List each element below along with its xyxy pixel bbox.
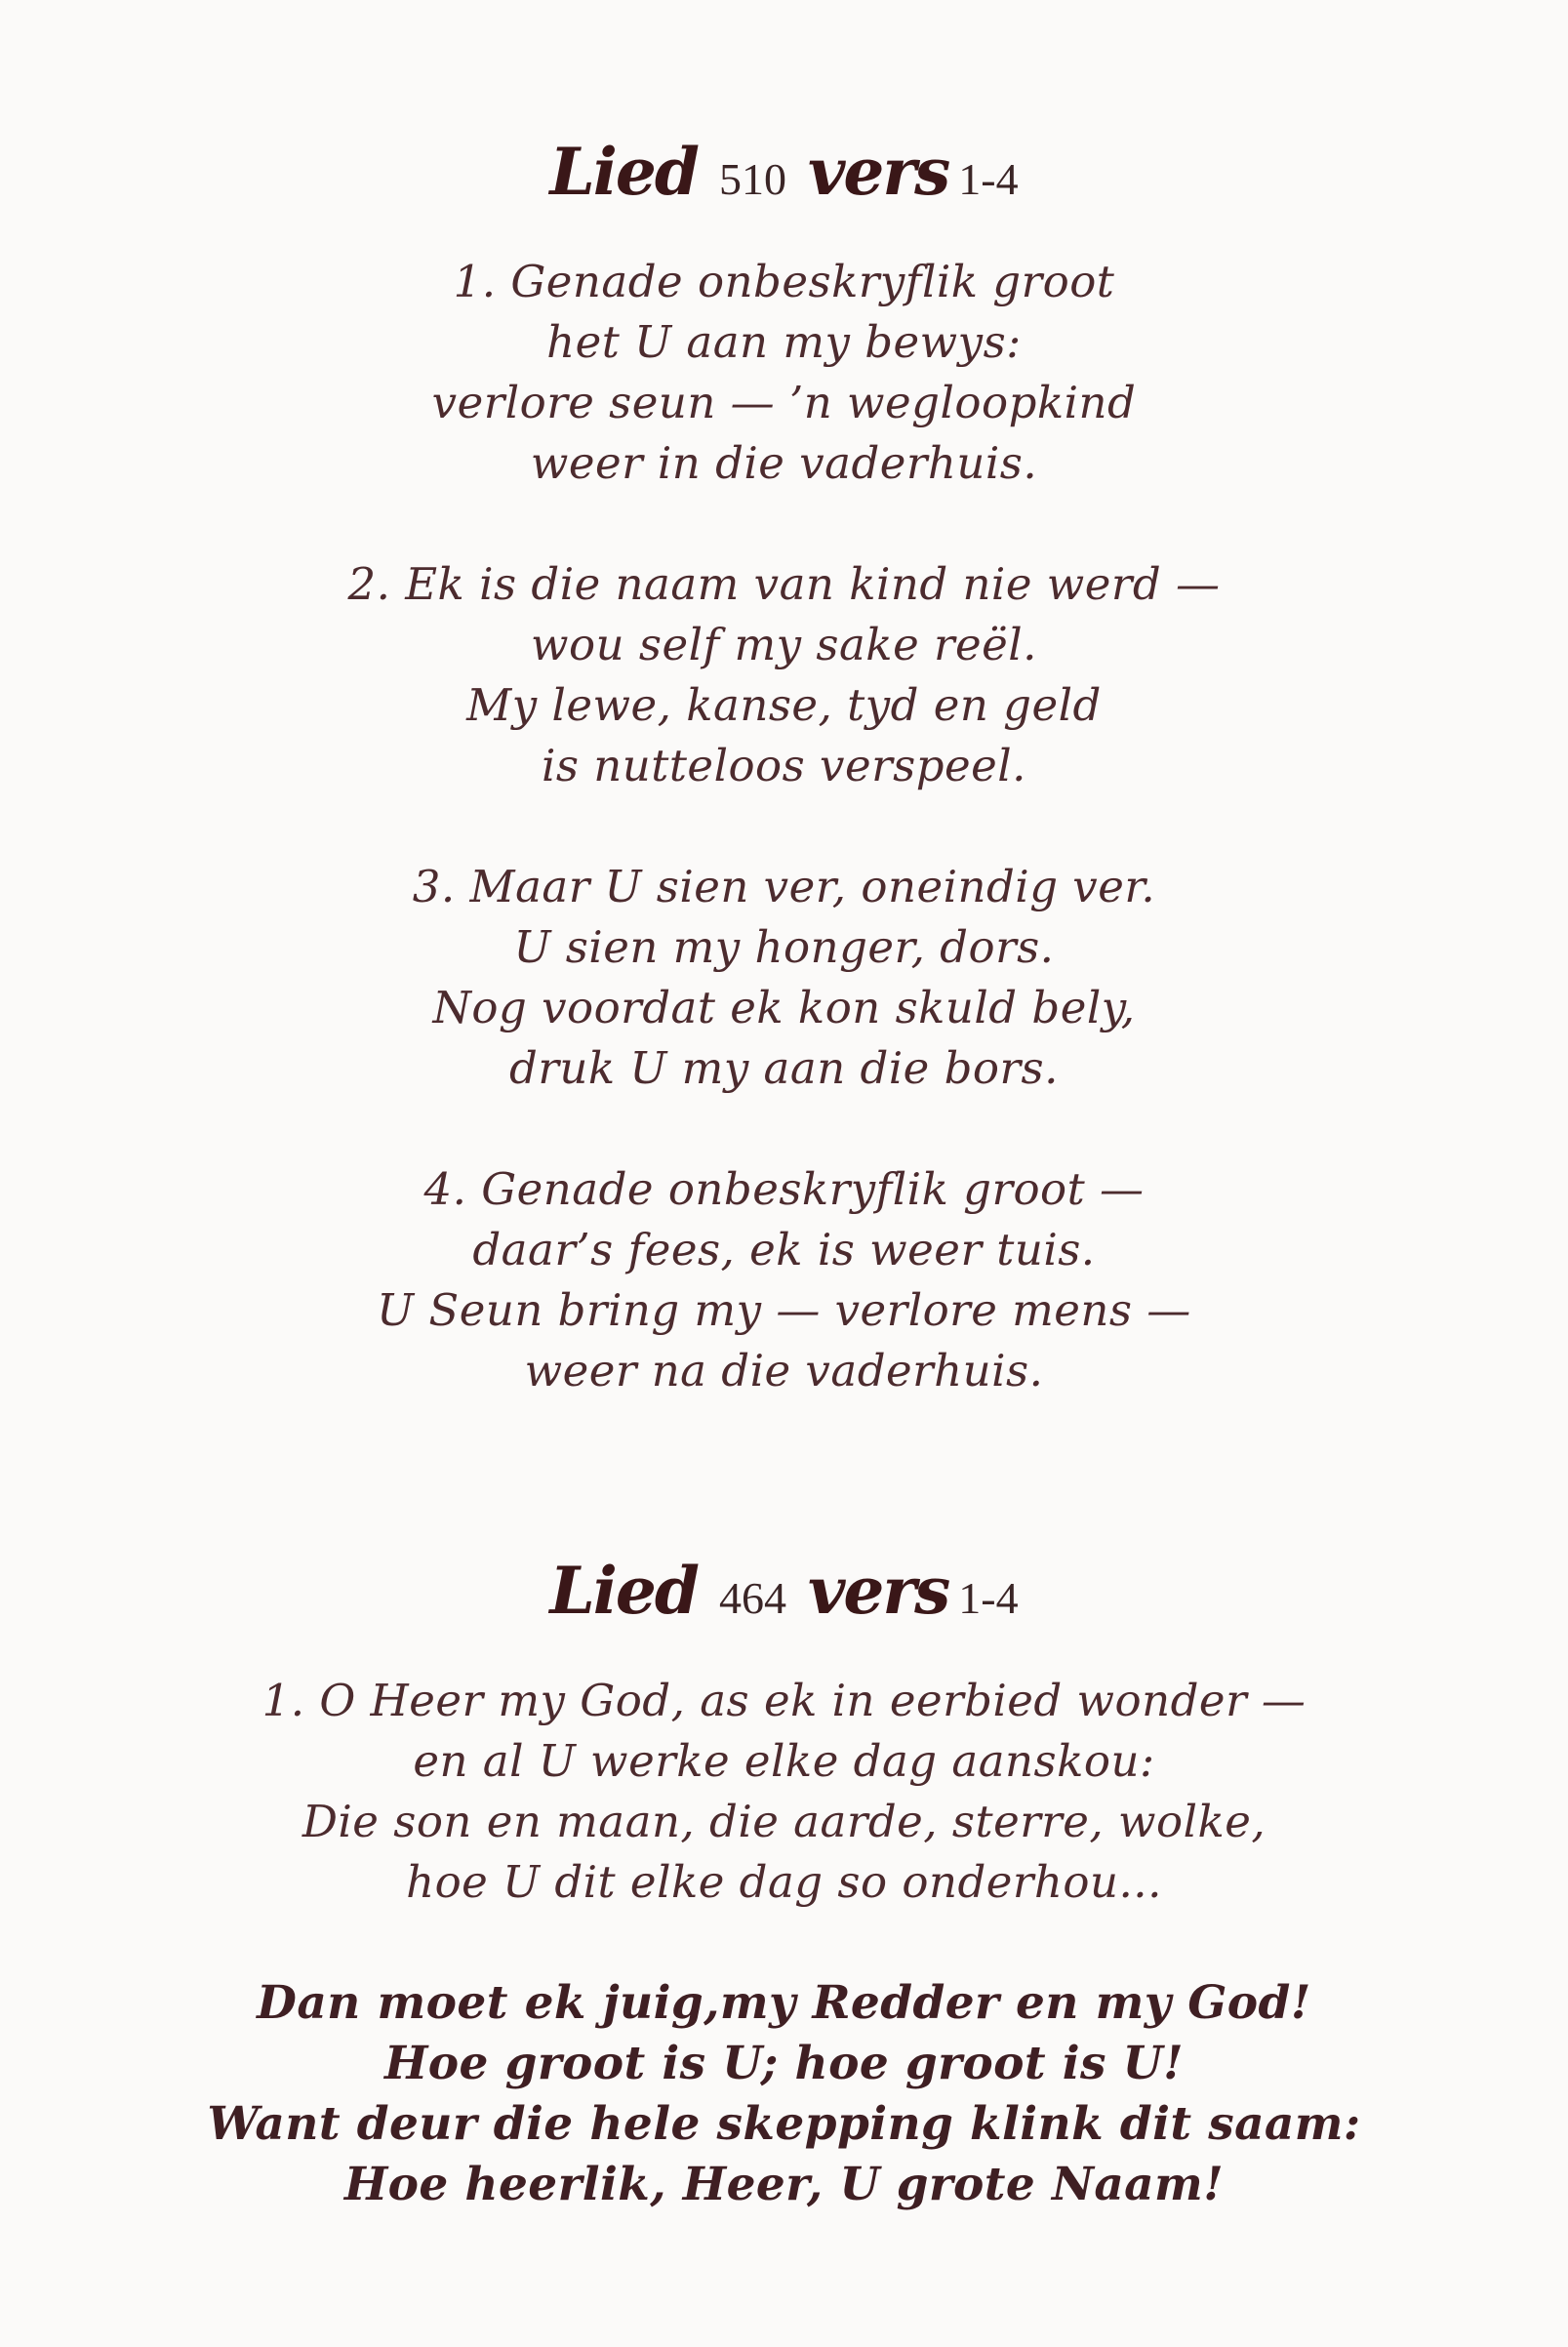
refrain-line: Hoe heerlik, Heer, U grote Naam! [343,2158,1225,2211]
verse-range: 1-4 [958,1573,1019,1623]
verse-3 [0,857,1568,1099]
refrain-line: Want deur die hele skepping klink dit saam: [207,2097,1361,2151]
verse-line: wou self my sake reël. [531,619,1037,670]
refrain [0,1973,1568,2215]
hymn-510-heading [0,125,1568,219]
verse-1 [0,252,1568,494]
verse-1 [0,1671,1568,1913]
verse-line: weer na die vaderhuis. [524,1345,1044,1396]
heading-word-lied: Lied [549,1553,698,1629]
verse-line: 1. O Heer my God, as ek in eerbied wonder — [261,1675,1307,1726]
verse-line: 3. Maar U sien ver, oneindig ver. [412,861,1156,912]
verse-2 [0,554,1568,796]
hymn-464-section [0,1544,1568,2276]
heading-word-lied: Lied [549,134,698,210]
verse-line: en al U werke elke dag aanskou: [413,1735,1155,1787]
verse-line: U sien my honger, dors. [513,921,1055,973]
heading-word-vers: vers [808,1553,949,1629]
verse-line: 1. Genade onbeskryflik groot [453,256,1115,307]
hymn-number: 464 [719,1573,786,1623]
refrain-line: Dan moet ek juig,my Redder en my God! [257,1976,1311,2030]
verse-4 [0,1159,1568,1401]
verse-line: 4. Genade onbeskryflik groot — [423,1163,1145,1215]
hymn-number: 510 [719,154,786,204]
verse-line: daar’s fees, ek is weer tuis. [472,1224,1096,1275]
refrain-line: Hoe groot is U; hoe groot is U! [384,2037,1184,2090]
hymn-464-heading [0,1544,1568,1638]
verse-line: het U aan my bewys: [546,316,1022,368]
verse-line: 2. Ek is die naam van kind nie werd — [347,558,1221,610]
verse-line: weer in die vaderhuis. [530,437,1038,489]
verse-line: druk U my aan die bors. [509,1042,1059,1094]
hymn-510-section [0,125,1568,1462]
verse-line: My lewe, kanse, tyd en geld [466,679,1102,731]
verse-line: U Seun bring my — verlore mens — [377,1284,1191,1336]
verse-line: hoe U dit elke dag so onderhou... [406,1856,1162,1908]
verse-line: verlore seun — ’n wegloopkind [431,377,1137,428]
verse-line: Die son en maan, die aarde, sterre, wolke, [302,1796,1266,1847]
heading-word-vers: vers [808,134,949,210]
verse-line: Nog voordat ek kon skuld bely, [432,982,1136,1033]
verse-range: 1-4 [958,154,1019,204]
verse-line: is nutteloos verspeel. [542,740,1026,791]
